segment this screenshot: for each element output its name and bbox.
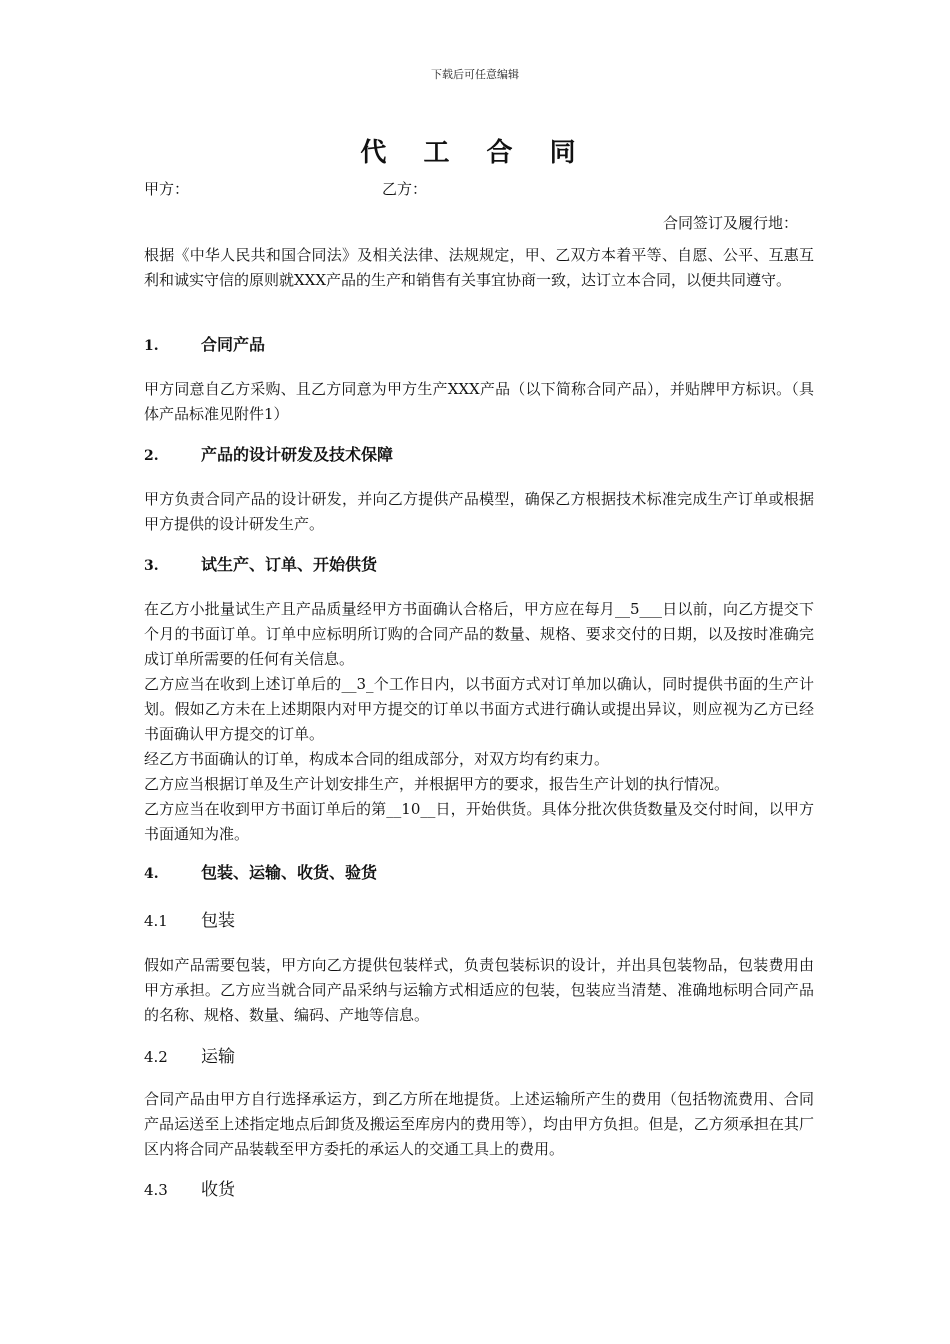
section-3-paragraph-1: 在乙方小批量试生产且产品质量经甲方书面确认合格后，甲方应在每月__5___日以前，向乙方提交下个月的书面订单。订单中应标明所订购的合同产品的数量、规格、要求交付的日期，以及按时准确完成订单所需要的任何有关信息。 (144, 600, 814, 668)
subsection-number: 4.2 (144, 1048, 168, 1066)
section-3-paragraph-3: 经乙方书面确认的订单，构成本合同的组成部分，对双方均有约束力。 (144, 750, 610, 768)
subsection-title: 包装 (201, 911, 235, 931)
section-title: 包装、运输、收货、验货 (201, 863, 378, 882)
section-3-paragraph-2: 乙方应当在收到上述订单后的__3_个工作日内，以书面方式对订单加以确认，同时提供书面的生产计划。假如乙方未在上述期限内对甲方提交的订单以书面方式进行确认或提出异议，则应视为乙方已经书面确认甲方提交的订单。 (144, 675, 814, 743)
party-a-label: 甲方： (144, 180, 190, 198)
section-number: 1. (144, 338, 159, 354)
section-heading-4 (144, 860, 377, 883)
section-heading-3 (144, 552, 377, 575)
section-title: 试生产、订单、开始供货 (201, 555, 378, 574)
subsection-4-1-body: 假如产品需要包装，甲方向乙方提供包装样式，负责包装标识的设计，并出具包装物品，包装费用由甲方承担。乙方应当就合同产品采纳与运输方式相适应的包装，包装应当清楚、准确地标明合同产品的名称、规格、数量、编码、产地等信息。 (144, 956, 814, 1024)
party-b-label: 乙方： (382, 180, 428, 198)
subsection-4-2-body: 合同产品由甲方自行选择承运方，到乙方所在地提货。上述运输所产生的费用（包括物流费用、合同产品运送至上述指定地点后卸货及搬运至库房内的费用等），均由甲方负担。但是，乙方须承担在其厂区内将合同产品装载至甲方委托的承运人的交通工具上的费用。 (144, 1090, 814, 1158)
signing-place-label: 合同签订及履行地： (662, 214, 798, 232)
subsection-title: 运输 (201, 1047, 235, 1067)
intro-paragraph: 根据《中华人民共和国合同法》及相关法律、法规规定，甲、乙双方本着平等、自愿、公平、互惠互利和诚实守信的原则就XXX产品的生产和销售有关事宜协商一致，达订立本合同，以便共同遵守。 (144, 246, 814, 289)
section-1-body: 甲方同意自乙方采购、且乙方同意为甲方生产XXX产品（以下简称合同产品），并贴牌甲方标识。（具体产品标准见附件1） (144, 380, 814, 423)
section-title: 合同产品 (201, 335, 266, 354)
section-heading-2 (144, 442, 393, 465)
section-3-paragraph-5: 乙方应当在收到甲方书面订单后的第__10__日，开始供货。具体分批次供货数量及交付时间，以甲方书面通知为准。 (144, 800, 814, 843)
header-note: 下载后可任意编辑 (431, 68, 519, 81)
section-number: 4. (144, 866, 159, 882)
subsection-title: 收货 (201, 1180, 235, 1200)
subsection-number: 4.3 (144, 1181, 168, 1199)
subsection-heading-4-1 (144, 906, 235, 931)
subsection-heading-4-3 (144, 1175, 235, 1200)
document-title: 代 工 合 同 (360, 138, 590, 168)
subsection-heading-4-2 (144, 1042, 235, 1067)
section-heading-1 (144, 332, 265, 355)
section-number: 3. (144, 558, 159, 574)
section-3-paragraph-4: 乙方应当根据订单及生产计划安排生产，并根据甲方的要求，报告生产计划的执行情况。 (144, 775, 730, 793)
subsection-number: 4.1 (144, 912, 168, 930)
section-number: 2. (144, 448, 159, 464)
section-title: 产品的设计研发及技术保障 (201, 445, 394, 464)
section-2-body: 甲方负责合同产品的设计研发，并向乙方提供产品模型，确保乙方根据技术标准完成生产订单或根据甲方提供的设计研发生产。 (144, 490, 814, 533)
